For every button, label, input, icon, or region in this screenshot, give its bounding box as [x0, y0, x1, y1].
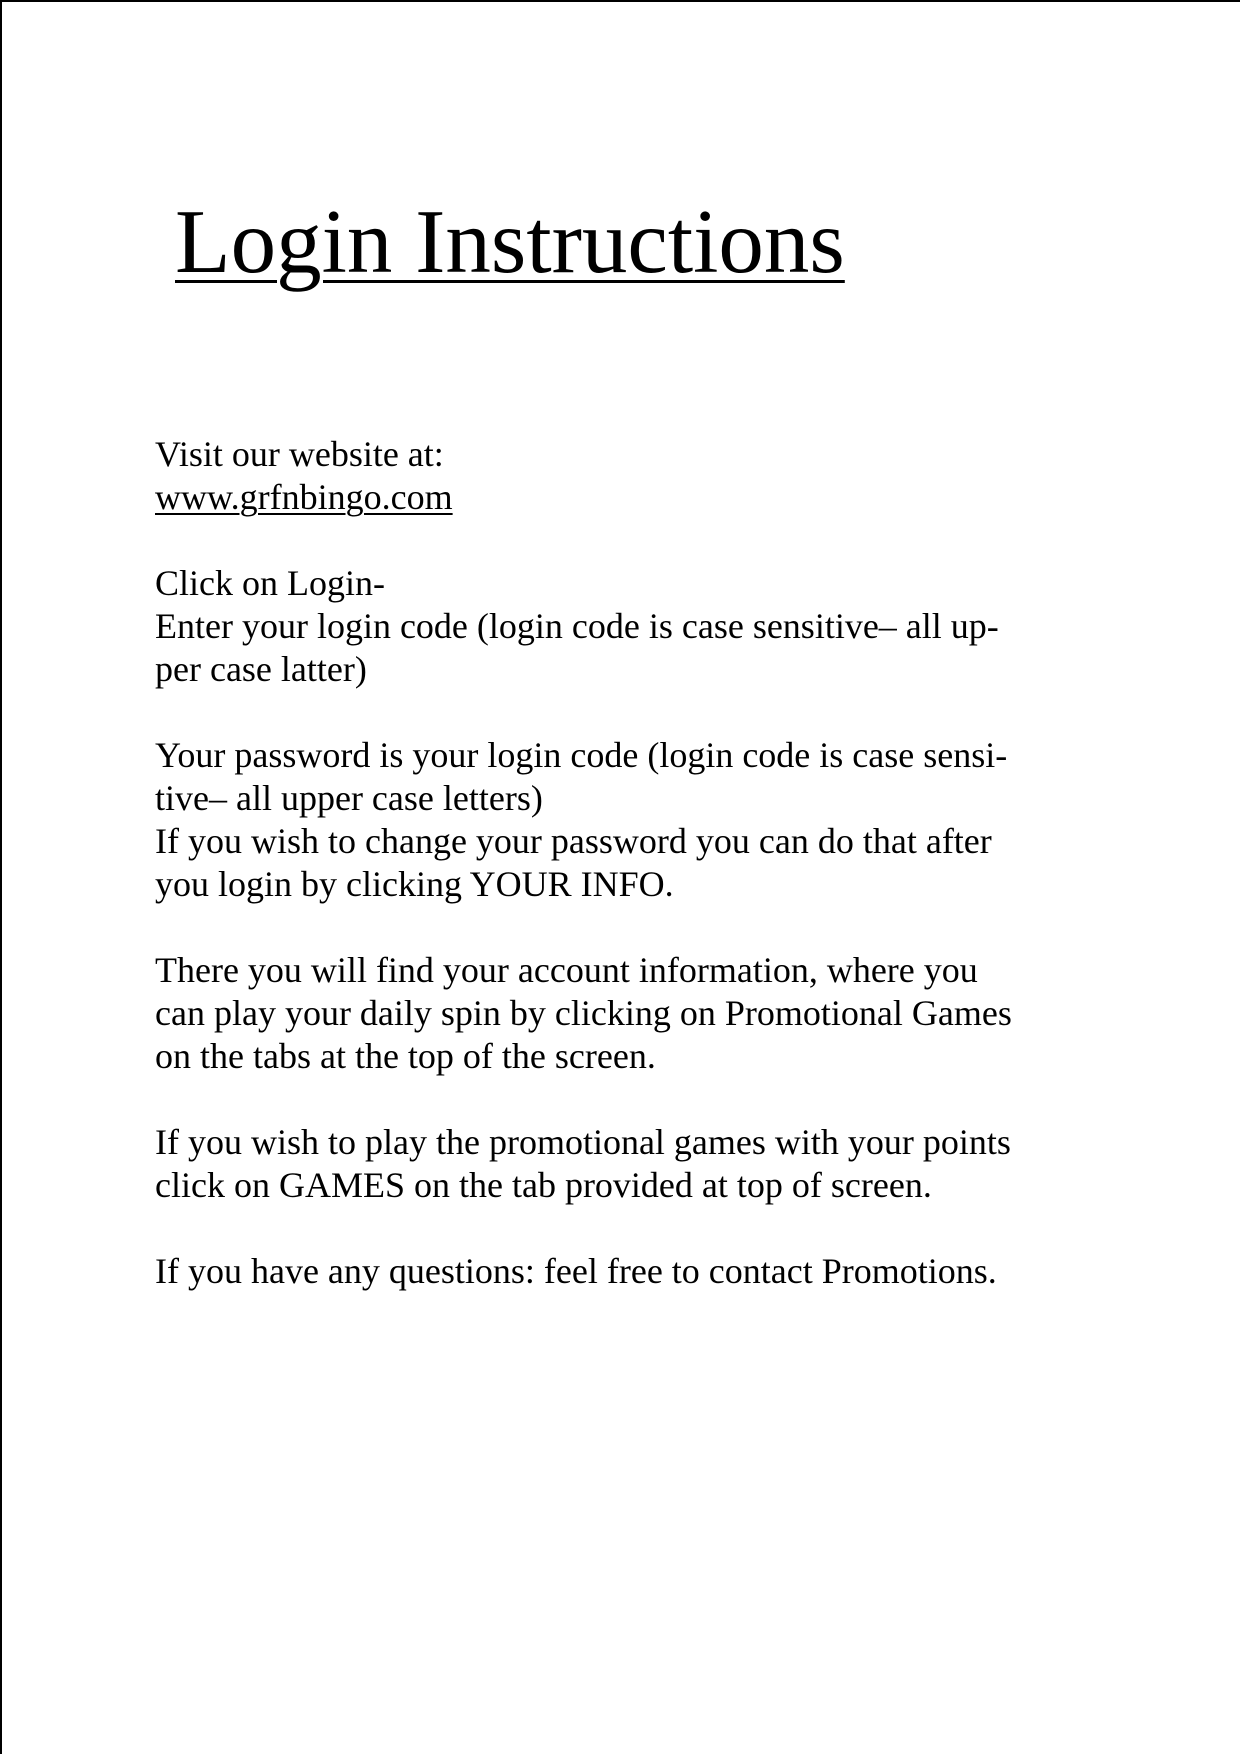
paragraph-account-info [155, 949, 1075, 1078]
paragraph-gap [155, 906, 1075, 949]
page-border-top [0, 0, 1240, 2]
paragraph-password [155, 734, 1075, 906]
text-line: There you will find your account information, where you [155, 950, 978, 990]
paragraph-website [155, 433, 1075, 519]
text-line: If you have any questions: feel free to contact Promotions. [155, 1251, 997, 1291]
instructions-body [155, 433, 1075, 1293]
text-line: per case latter) [155, 649, 367, 689]
paragraph-gap [155, 1207, 1075, 1250]
page-border-left [0, 0, 2, 1754]
website-intro: Visit our website at: [155, 434, 444, 474]
text-line: tive– all upper case letters) [155, 778, 543, 818]
text-line: click on GAMES on the tab provided at top of screen. [155, 1165, 932, 1205]
page-title: Login Instructions [175, 191, 845, 292]
text-line: Enter your login code (login code is case sensitive– all up- [155, 606, 999, 646]
text-line: If you wish to change your password you can do that after [155, 821, 992, 861]
text-line: Your password is your login code (login code is case sensi- [155, 735, 1008, 775]
paragraph-contact [155, 1250, 1075, 1293]
text-line: Click on Login- [155, 563, 385, 603]
paragraph-gap [155, 691, 1075, 734]
paragraph-login [155, 562, 1075, 691]
paragraph-games [155, 1121, 1075, 1207]
website-link[interactable]: www.grfnbingo.com [155, 477, 453, 517]
text-line: you login by clicking YOUR INFO. [155, 864, 674, 904]
paragraph-gap [155, 519, 1075, 562]
text-line: If you wish to play the promotional games with your points [155, 1122, 1011, 1162]
paragraph-gap [155, 1078, 1075, 1121]
text-line: can play your daily spin by clicking on Promotional Games [155, 993, 1012, 1033]
text-line: on the tabs at the top of the screen. [155, 1036, 656, 1076]
